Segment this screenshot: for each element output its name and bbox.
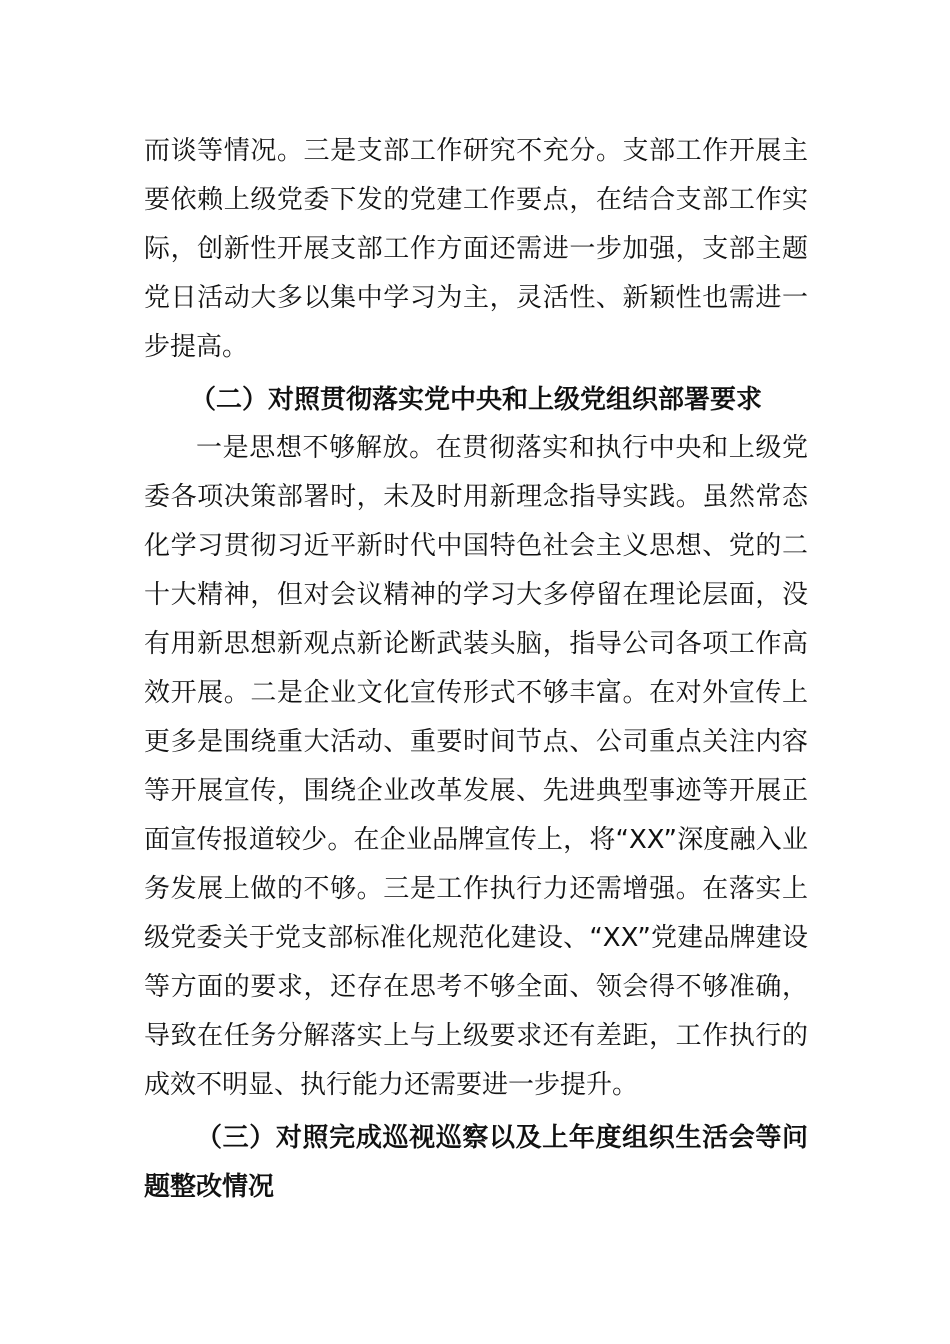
body-text-line: 成效不明显、执行能力还需要进一步提升。	[144, 1070, 639, 1100]
body-text-line: 级党委关于党支部标准化规范化建设、“XX”党建品牌建设	[144, 923, 808, 953]
body-text-line: 要依赖上级党委下发的党建工作要点，在结合支部工作实	[144, 185, 808, 215]
body-text-line: 而谈等情况。三是支部工作研究不充分。支部工作开展主	[144, 136, 808, 166]
section-heading: 题整改情况	[144, 1172, 275, 1202]
body-text-line: 际，创新性开展支部工作方面还需进一步加强，支部主题	[144, 234, 808, 264]
body-text-line: 面宣传报道较少。在企业品牌宣传上，将“XX”深度融入业	[144, 825, 808, 855]
body-text-line: 委各项决策部署时，未及时用新理念指导实践。虽然常态	[144, 482, 808, 512]
body-text-line: 十大精神，但对会议精神的学习大多停留在理论层面，没	[144, 580, 808, 610]
body-text-line: 有用新思想新观点新论断武装头脑，指导公司各项工作高	[144, 629, 808, 659]
body-text-line: 等方面的要求，还存在思考不够全面、领会得不够准确，	[144, 972, 808, 1002]
body-text-line: 一是思想不够解放。在贯彻落实和执行中央和上级党	[196, 433, 808, 463]
body-text-line: 化学习贯彻习近平新时代中国特色社会主义思想、党的二	[144, 531, 808, 561]
body-text-line: 务发展上做的不够。三是工作执行力还需增强。在落实上	[144, 874, 808, 904]
section-heading: （三）对照完成巡视巡察以及上年度组织生活会等问	[196, 1123, 808, 1153]
section-heading: （二）对照贯彻落实党中央和上级党组织部署要求	[189, 385, 762, 415]
body-text-line: 等开展宣传，围绕企业改革发展、先进典型事迹等开展正	[144, 776, 808, 806]
body-text-line: 更多是围绕重大活动、重要时间节点、公司重点关注内容	[144, 727, 808, 757]
body-text-line: 效开展。二是企业文化宣传形式不够丰富。在对外宣传上	[144, 678, 808, 708]
body-text-line: 党日活动大多以集中学习为主，灵活性、新颖性也需进一	[144, 283, 808, 313]
body-text-line: 导致在任务分解落实上与上级要求还有差距，工作执行的	[144, 1021, 808, 1051]
body-text-line: 步提高。	[144, 332, 249, 362]
